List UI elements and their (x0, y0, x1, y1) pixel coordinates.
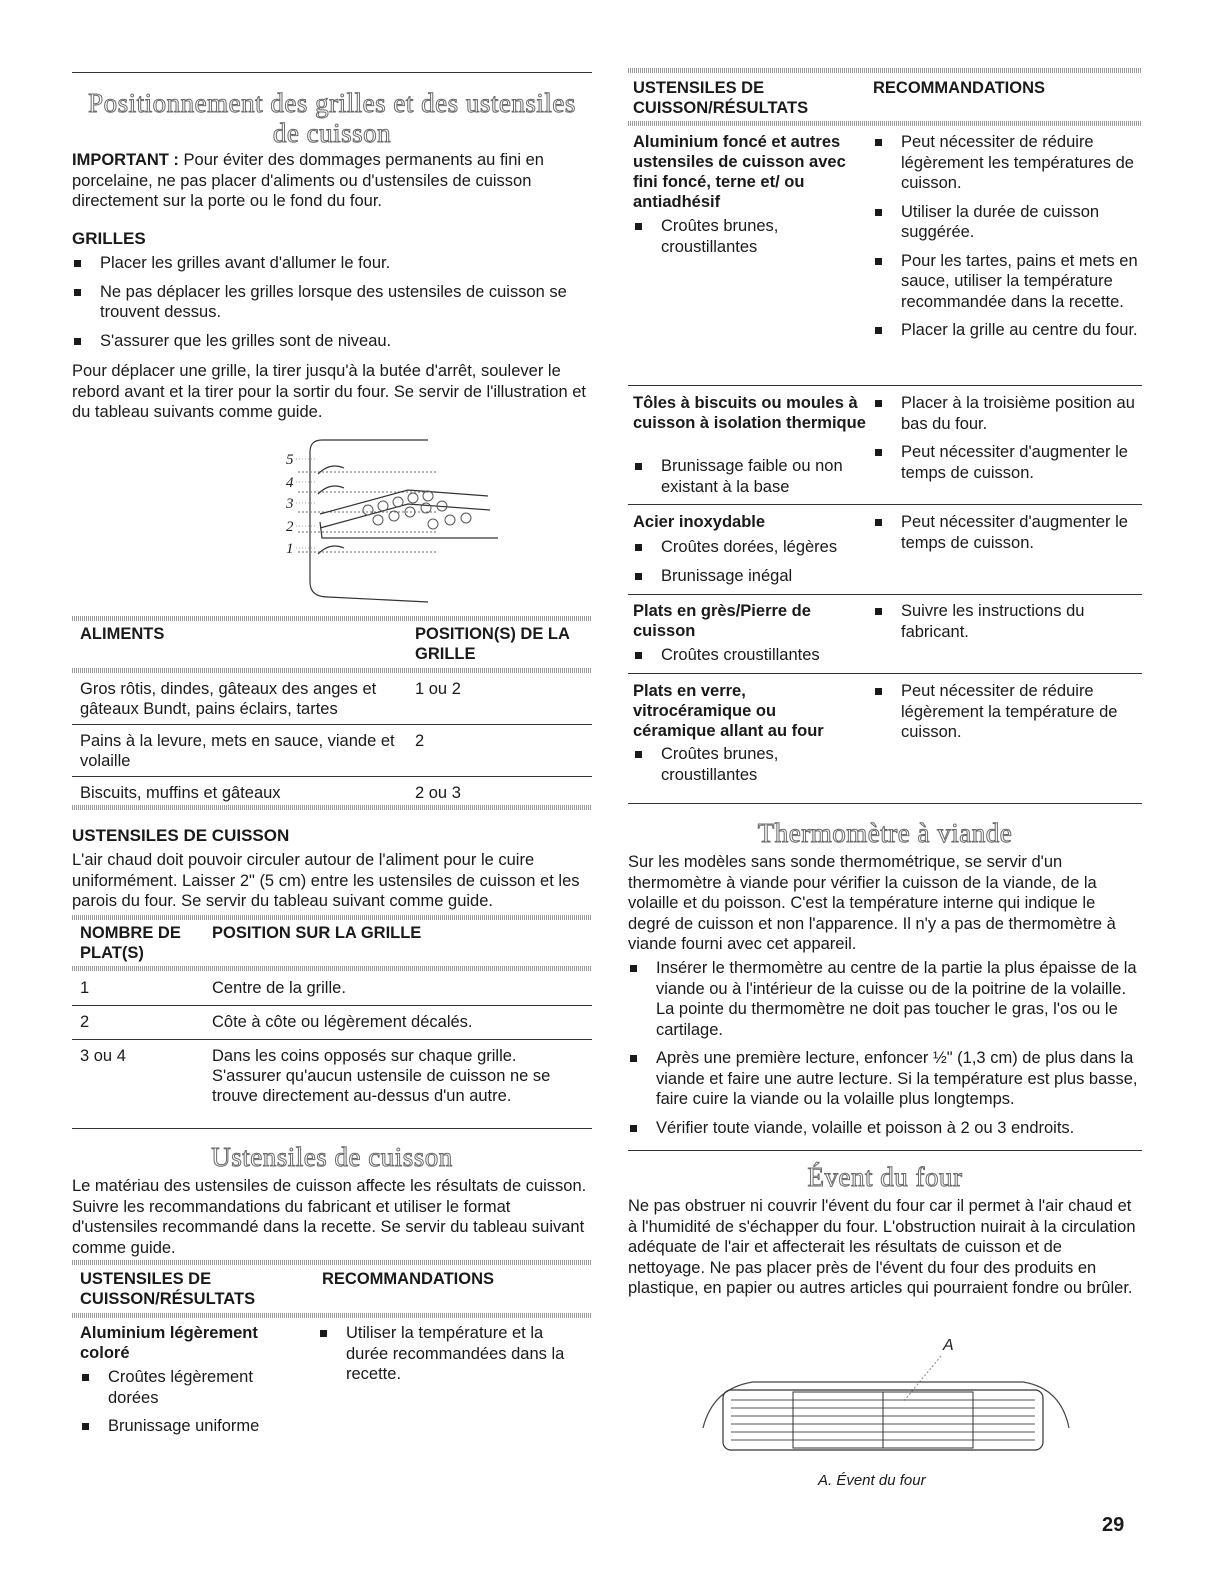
grilles-bullets (72, 253, 590, 351)
bakeware-results (633, 216, 858, 257)
food-table-header-position: POSITION(S) DE LA GRILLE (415, 625, 570, 663)
bakeware-recs (873, 601, 1141, 642)
vent-section-title: Évent du four (807, 1162, 963, 1192)
bakeware-header-pans: USTENSILES DE CUISSON/RÉSULTATS (633, 79, 809, 117)
bakeware-name: Plats en grès/Pierre de cuisson (633, 602, 811, 640)
list-item: Après une première lecture, enfoncer ½" (1,3 cm) de plus dans la viande et faire une autre lecture. Si la température est plus basse, faire cuire la viande ou la volaille plus longtemps. (628, 1048, 1142, 1110)
table-cell: Pains à la levure, mets en sauce, viande et volaille (80, 732, 395, 770)
bakeware-results (633, 537, 858, 586)
list-item: Suivre les instructions du fabricant. (873, 601, 1141, 642)
important-note (72, 150, 590, 212)
list-item: Placer les grilles avant d'allumer le four. (72, 253, 590, 274)
table-cell: 2 (415, 732, 425, 750)
bakeware-recs (873, 681, 1141, 743)
table-cell: 1 ou 2 (415, 680, 461, 698)
bakeware-recs (873, 132, 1141, 341)
list-item: Brunissage inégal (633, 566, 858, 587)
list-item: Brunissage uniforme (80, 1416, 305, 1437)
row-divider (72, 1039, 592, 1040)
vent-caption: A. Évent du four (818, 1472, 926, 1489)
thermometer-bullets (628, 958, 1142, 1138)
row-divider (628, 673, 1142, 674)
oven-rack-illustration (258, 432, 508, 604)
row-divider (628, 385, 1142, 386)
bakeware-paragraph: Le matériau des ustensiles de cuisson affecte les résultats de cuisson. Suivre les recommandations du fabricant et utiliser le format d'ustensiles recommandé dans la recette. Se servir du tableau suivant comme guide. (72, 1177, 587, 1257)
row-divider (72, 724, 592, 725)
table-cell: 2 ou 3 (415, 784, 461, 802)
table-rule (72, 1260, 592, 1265)
table-rule (72, 805, 592, 810)
rack-label-1: 1 (286, 541, 294, 557)
important-text: Pour éviter des dommages permanents au fini en porcelaine, ne pas placer d'aliments ou d'ustensiles de cuisson directement sur la porte ou le fond du four. (72, 151, 544, 210)
table-cell: Gros rôtis, dindes, gâteaux des anges et gâteaux Bundt, pains éclairs, tartes (80, 680, 377, 718)
table-cell: 2 (80, 1013, 90, 1031)
row-divider (628, 504, 1142, 505)
bakeware-recs (873, 512, 1141, 553)
bakeware-header-pans: USTENSILES DE CUISSON/RÉSULTATS (80, 1270, 256, 1308)
table-rule (72, 616, 592, 621)
bakeware-name: Tôles à biscuits ou moules à cuisson à isolation thermique (633, 394, 866, 432)
list-item: Pour les tartes, pains et mets en sauce, utiliser la température recommandée dans la recette. (873, 251, 1141, 313)
section-rule (628, 1150, 1142, 1151)
pans-heading: USTENSILES DE CUISSON (72, 826, 290, 845)
rack-label-3: 3 (286, 496, 294, 512)
list-item: Utiliser la durée de cuisson suggérée. (873, 202, 1141, 243)
table-rule (72, 1313, 592, 1318)
bakeware-recs (318, 1323, 588, 1385)
thermometer-paragraph: Sur les modèles sans sonde thermométrique, se servir d'un thermomètre à viande pour vérifier la cuisson de la viande, de la volaille et du poisson. C'est la température interne qui indique le degré de cuisson et non l'apparence. Il n'y a pas de thermomètre à viande fourni avec cet appareil. (628, 853, 1116, 953)
table-cell: Côte à côte ou légèrement décalés. (212, 1013, 473, 1031)
grilles-heading: GRILLES (72, 229, 146, 248)
bakeware-results (633, 645, 858, 666)
table-rule (628, 68, 1142, 73)
table-rule (628, 121, 1142, 126)
list-item: S'assurer que les grilles sont de niveau. (72, 331, 590, 352)
rack-label-4: 4 (286, 475, 294, 491)
oven-vent-illustration (693, 1330, 1093, 1465)
food-table-header-aliments: ALIMENTS (80, 625, 165, 643)
list-item: Peut nécessiter de réduire légèrement les températures de cuisson. (873, 132, 1141, 194)
table-cell: Centre de la grille. (212, 979, 346, 997)
pans-paragraph: L'air chaud doit pouvoir circuler autour de l'aliment pour le cuire uniformément. Laisser 2" (5 cm) entre les ustensiles de cuisson et les parois du four. Se servir du tableau suivant comme guide. (72, 851, 580, 910)
list-item: Croûtes brunes, croustillantes (633, 744, 858, 785)
list-item: Peut nécessiter d'augmenter le temps de cuisson. (873, 442, 1141, 483)
bakeware-name: Aluminium foncé et autres ustensiles de cuisson avec fini foncé, terne et/ ou antiadhésif (633, 133, 846, 211)
list-item: Peut nécessiter de réduire légèrement la température de cuisson. (873, 681, 1141, 743)
bakeware-results (80, 1367, 305, 1437)
row-divider (628, 594, 1142, 595)
row-divider (72, 1005, 592, 1006)
section-rule (72, 1128, 592, 1129)
bakeware-name: Aluminium légèrement coloré (80, 1324, 258, 1362)
table-cell: 1 (80, 979, 90, 997)
table-rule (72, 668, 592, 673)
rack-label-5: 5 (286, 452, 294, 468)
table-rule (72, 915, 592, 920)
list-item: Placer la grille au centre du four. (873, 320, 1141, 341)
table-cell: Biscuits, muffins et gâteaux (80, 784, 281, 802)
pans-table-header-count: NOMBRE DE PLAT(S) (80, 924, 181, 962)
rack-paragraph: Pour déplacer une grille, la tirer jusqu'à la butée d'arrêt, soulever le rebord avant et la tirer pour la sortir du four. Se servir de l'illustration et du tableau suivants comme guide. (72, 362, 586, 421)
important-label: IMPORTANT : (72, 151, 179, 169)
list-item: Brunissage faible ou non existant à la base (633, 456, 858, 497)
bakeware-results (633, 456, 858, 497)
list-item: Ne pas déplacer les grilles lorsque des ustensiles de cuisson se trouvent dessus. (72, 282, 590, 323)
table-cell: Dans les coins opposés sur chaque grille. S'assurer qu'aucun ustensile de cuisson ne se trouve directement au-dessus d'un autre. (212, 1047, 551, 1105)
section-rule (628, 803, 1142, 804)
pans-table-header-position: POSITION SUR LA GRILLE (212, 924, 422, 942)
rack-label-2: 2 (286, 519, 294, 535)
table-rule (72, 966, 592, 971)
bakeware-section-title: Ustensiles de cuisson (211, 1142, 453, 1172)
list-item: Croûtes légèrement dorées (80, 1367, 305, 1408)
bakeware-header-recs: RECOMMANDATIONS (322, 1270, 495, 1288)
row-divider (72, 776, 592, 777)
bakeware-header-recs: RECOMMANDATIONS (873, 79, 1046, 97)
list-item: Peut nécessiter d'augmenter le temps de cuisson. (873, 512, 1141, 553)
bakeware-recs (873, 393, 1141, 483)
list-item: Croûtes brunes, croustillantes (633, 216, 858, 257)
list-item: Placer à la troisième position au bas du four. (873, 393, 1141, 434)
list-item: Croûtes dorées, légères (633, 537, 858, 558)
thermometer-section-title: Thermomètre à viande (757, 818, 1013, 848)
bakeware-name: Plats en verre, vitrocéramique ou céramique allant au four (633, 682, 824, 740)
rack-section-title: Positionnement des grilles et des ustensiles de cuisson (88, 88, 576, 148)
vent-figure-label: A (943, 1337, 954, 1354)
bakeware-name: Acier inoxydable (633, 513, 766, 531)
list-item: Croûtes croustillantes (633, 645, 858, 666)
list-item: Insérer le thermomètre au centre de la partie la plus épaisse de la viande ou à l'intérieur de la cuisse ou de la poitrine de la volaille. La pointe du thermomètre ne doit pas toucher le gras, l'os ou le cartilage. (628, 958, 1142, 1040)
list-item: Utiliser la température et la durée recommandées dans la recette. (318, 1323, 588, 1385)
list-item: Vérifier toute viande, volaille et poisson à 2 ou 3 endroits. (628, 1118, 1142, 1139)
page-number: 29 (1102, 1514, 1125, 1536)
section-rule (72, 72, 592, 73)
table-cell: 3 ou 4 (80, 1047, 126, 1065)
bakeware-results (633, 744, 858, 785)
vent-paragraph: Ne pas obstruer ni couvrir l'évent du four car il permet à l'air chaud et à l'humidité de s'échapper du four. L'obstruction nuirait à la circulation adéquate de l'air et affecterait les résultats de cuisson et de nettoyage. Ne pas placer près de l'évent du four des produits en plastique, en papier ou autres articles qui pourraient fondre ou brûler. (628, 1197, 1136, 1297)
